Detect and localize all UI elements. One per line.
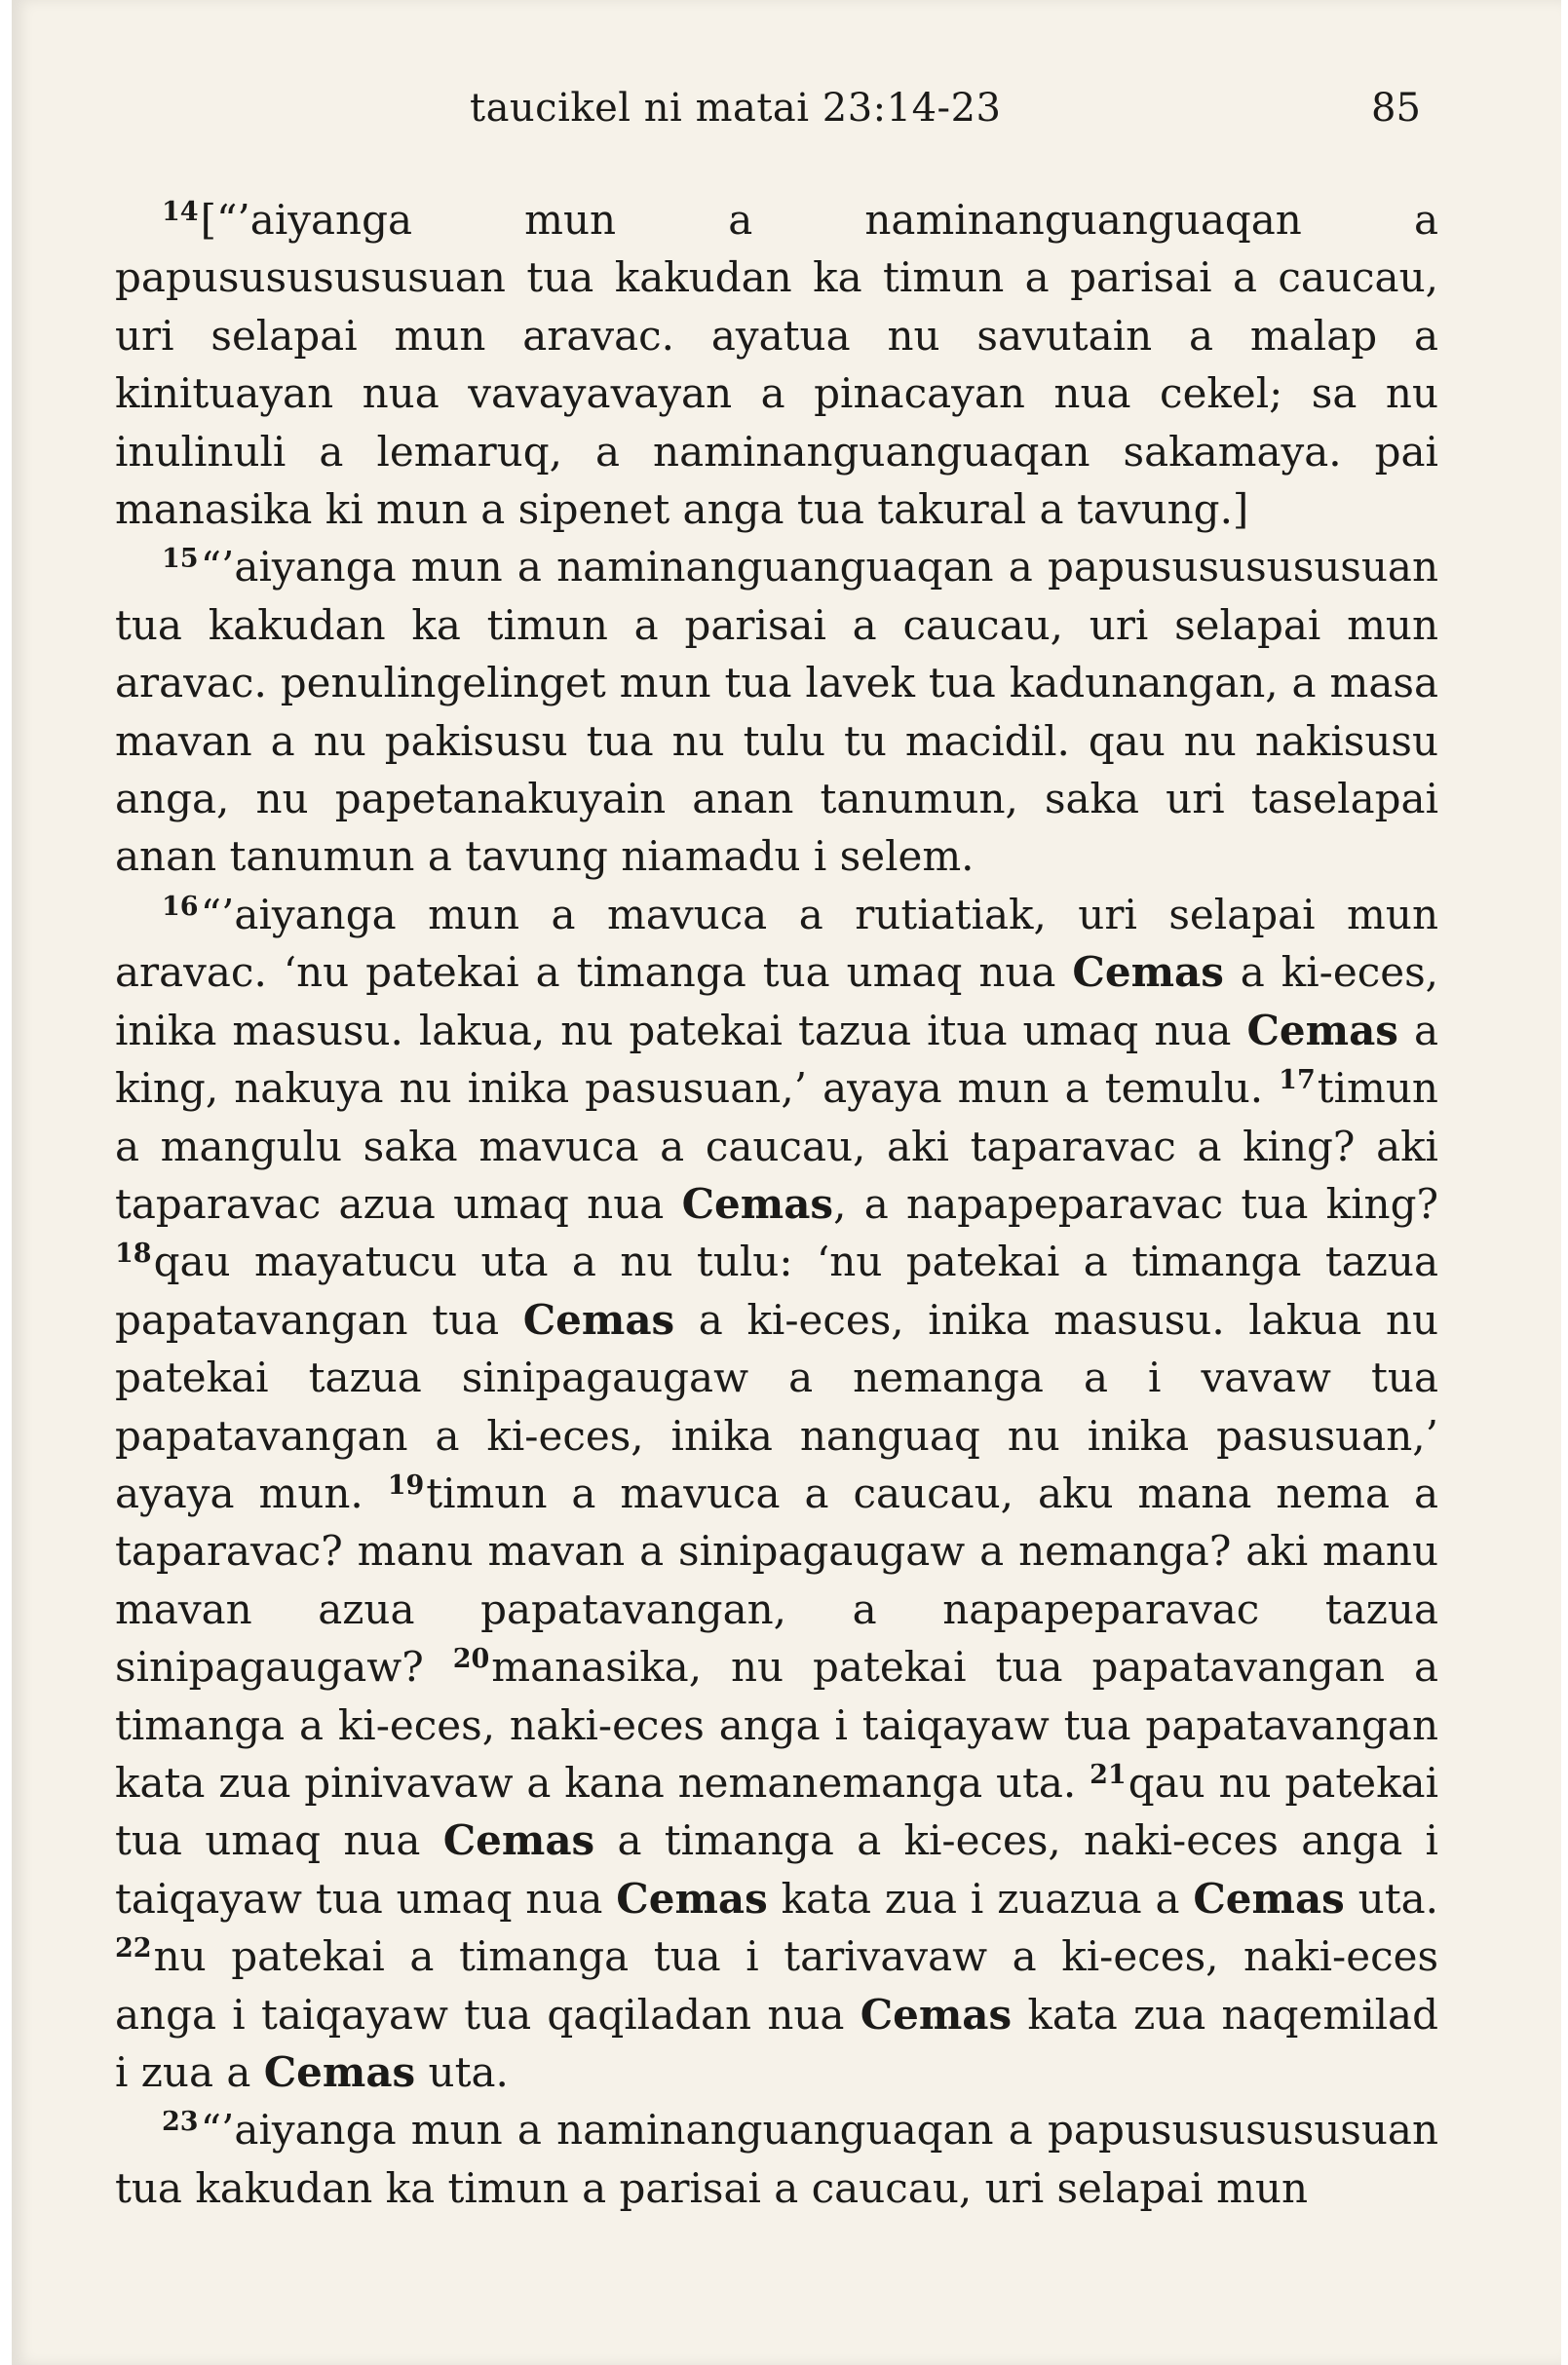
verse-text: timun a mavuca a caucau, aku mana nema a taparavac? manu mavan a sinipagaugaw a nemanga? aki manu mavan azua papatavangan, a napapeparavac tazua sinipagaugaw? xyxy=(115,1469,1439,1692)
cemas-term: Cemas xyxy=(1072,948,1224,997)
verse-text: “’aiyanga mun a naminanguanguaqan a papusususususuan tua kakudan ka timun a parisai a caucau, uri selapai mun aravac. penulingelinget mun tua lavek tua kadunangan, a masa mavan a nu pakisusu tua nu tulu tu macidil. qau nu nakisusu anga, nu papetanakuyain anan tanumun, saka uri taselapai anan tanumun a tavung niamadu i selem. xyxy=(115,543,1438,881)
cemas-term: Cemas xyxy=(616,1874,768,1923)
verse-text: [“’aiyanga mun a naminanguanguaqan a papusususususuan tua kakudan ka timun a parisai a caucau, uri selapai mun aravac. ayatua nu savutain a malap a kinituayan nua vavayavayan a pinacayan nua cekel; sa nu inulinuli a lemaruq, a naminanguanguaqan sakamaya. pai manasika ki mun a sipenet anga tua takural a tavung.] xyxy=(115,196,1438,534)
verse-text: “’aiyanga mun a mavuca a rutiatiak, uri selapai mun aravac. ‘nu patekai a timanga tua umaq nua xyxy=(115,890,1438,997)
scripture-text xyxy=(115,191,1438,2217)
verse-number: 22 xyxy=(115,1933,152,1964)
verse-text: , a napapeparavac tua king? xyxy=(833,1179,1438,1228)
paragraph-verse-15 xyxy=(115,538,1438,885)
verse-number: 18 xyxy=(115,1239,152,1270)
verse-text: a ki-eces, inika masusu. lakua nu patekai tazua sinipagaugaw a nemanga a i vavaw tua papatavangan a ki-eces, inika nanguaq nu inika pasusuan,’ ayaya mun. xyxy=(115,1295,1439,1517)
paragraph-verses-16-22 xyxy=(115,886,1438,2102)
verse-text: nu patekai a timanga tua i tarivavaw a ki-eces, naki-eces anga i taiqayaw tua qaqiladan nua xyxy=(115,1932,1438,2039)
verse-text: uta. xyxy=(415,2048,509,2096)
running-title: taucikel ni matai 23:14-23 xyxy=(470,86,1002,131)
verse-number: 19 xyxy=(387,1469,425,1501)
verse-text: “’aiyanga mun a naminanguanguaqan a papusususususuan tua kakudan ka timun a parisai a caucau, uri selapai mun xyxy=(115,2106,1438,2212)
cemas-term: Cemas xyxy=(681,1179,834,1228)
running-header xyxy=(12,86,1561,144)
cemas-term: Cemas xyxy=(1193,1874,1345,1923)
paragraph-verse-23 xyxy=(115,2101,1438,2217)
verse-text: a ki-eces, inika masusu. lakua, nu patekai tazua itua umaq nua xyxy=(115,948,1438,1054)
cemas-term: Cemas xyxy=(1246,1006,1398,1054)
cemas-term: Cemas xyxy=(263,2048,416,2096)
verse-number: 15 xyxy=(162,544,199,575)
cemas-term: Cemas xyxy=(860,1990,1013,2039)
verse-text: timun a mangulu saka mavuca a caucau, aki taparavac a king? aki taparavac azua umaq nua xyxy=(115,1064,1438,1228)
book-page xyxy=(12,0,1561,2365)
verse-number: 23 xyxy=(162,2107,199,2138)
verse-text: qau nu patekai tua umaq nua xyxy=(115,1758,1438,1865)
verse-number: 14 xyxy=(162,197,199,227)
verse-text: kata zua i zuazua a xyxy=(767,1874,1194,1923)
paragraph-verse-14 xyxy=(115,191,1438,538)
cemas-term: Cemas xyxy=(522,1295,675,1344)
page-number: 85 xyxy=(1371,86,1421,131)
verse-text: a timanga a ki-eces, naki-eces anga i taiqayaw tua umaq nua xyxy=(115,1816,1438,1923)
cemas-term: Cemas xyxy=(442,1816,595,1865)
verse-number: 20 xyxy=(452,1644,490,1675)
verse-number: 21 xyxy=(1090,1759,1127,1790)
verse-text: qau mayatucu uta a nu tulu: ‘nu patekai a timanga tazua papatavangan tua xyxy=(115,1238,1438,1344)
verse-text: uta. xyxy=(1344,1874,1438,1923)
verse-number: 16 xyxy=(162,891,199,922)
verse-number: 17 xyxy=(1279,1065,1316,1096)
verse-text: kata zua naqemilad i zua a xyxy=(115,1990,1438,2096)
verse-text: a king, nakuya nu inika pasusuan,’ ayaya mun a temulu. xyxy=(115,1006,1438,1113)
verse-text: manasika, nu patekai tua papatavangan a timanga a ki-eces, naki-eces anga i taiqayaw tua papatavangan kata zua pinivavaw a kana nemanemanga uta. xyxy=(115,1643,1438,1807)
